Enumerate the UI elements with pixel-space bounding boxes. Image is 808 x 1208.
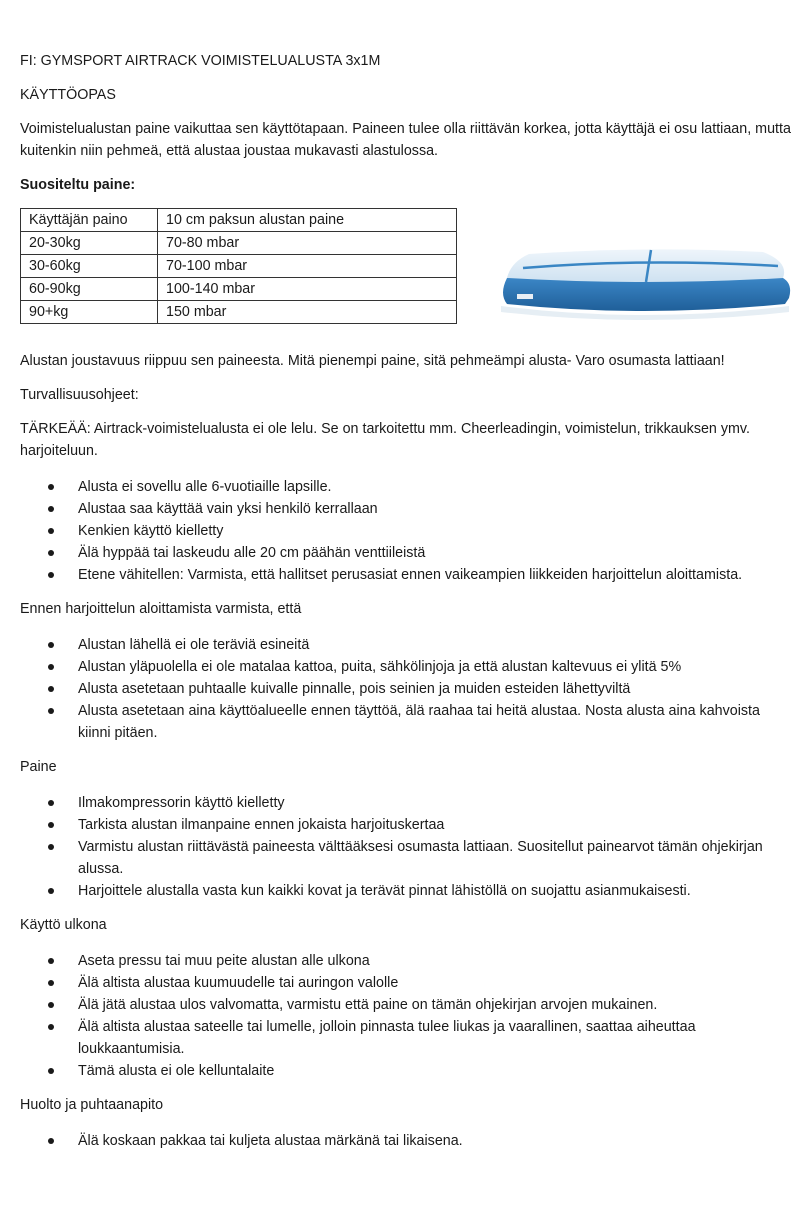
bullet-icon [48, 484, 54, 490]
list-item-text: Alusta asetetaan aina käyttöalueelle ennen täyttöä, älä raahaa tai heitä alustaa. Nosta alusta aina kahvoista kiinni pitäen. [78, 703, 760, 741]
table-header-row [21, 209, 457, 232]
list-item [20, 994, 792, 1016]
table-cell: 150 mbar [158, 301, 457, 324]
bullet-icon [48, 550, 54, 556]
list-item [20, 814, 792, 836]
table-cell: 20-30kg [21, 232, 158, 255]
bullet-icon [48, 980, 54, 986]
table-cell: 100-140 mbar [158, 278, 457, 301]
table-cell: 90+kg [21, 301, 158, 324]
document-title: FI: GYMSPORT AIRTRACK VOIMISTELUALUSTA 3x1M [20, 53, 381, 69]
list-item-text: Älä koskaan pakkaa tai kuljeta alustaa märkänä tai likaisena. [78, 1133, 463, 1149]
list-item [20, 836, 792, 880]
list-item-text: Alustan yläpuolella ei ole matalaa kattoa, puita, sähkölinjoja ja että alustan kaltevuus ei ylitä 5% [78, 659, 682, 675]
list-item [20, 476, 792, 498]
before-training-heading: Ennen harjoittelun aloittamista varmista, että [20, 601, 302, 617]
list-item-text: Varmistu alustan riittävästä paineesta välttääksesi osumasta lattiaan. Suositellut painearvot tämän ohjekirjan alussa. [78, 839, 763, 877]
list-item [20, 498, 792, 520]
bullet-icon [48, 844, 54, 850]
table-cell: 60-90kg [21, 278, 158, 301]
intro-paragraph: Voimistelualustan paine vaikuttaa sen käyttötapaan. Paineen tulee olla riittävän korkea, jotta käyttäjä ei osu lattiaan, mutta kuitenkin niin pehmeä, että alustaa joustaa mukavasti alastulossa. [20, 121, 791, 159]
list-item-text: Älä jätä alustaa ulos valvomatta, varmistu että paine on tämän ohjekirjan arvojen mukainen. [78, 997, 658, 1013]
outdoor-list [20, 950, 792, 1082]
mat-side [503, 278, 790, 311]
list-item [20, 1016, 792, 1060]
list-item-text: Ilmakompressorin käyttö kielletty [78, 795, 285, 811]
elasticity-paragraph: Alustan joustavuus riippuu sen paineesta. Mitä pienempi paine, sitä pehmeämpi alusta- Varo osumasta lattiaan! [20, 353, 725, 369]
list-item-text: Älä hyppää tai laskeudu alle 20 cm päähän venttiileistä [78, 545, 426, 561]
outdoor-heading: Käyttö ulkona [20, 917, 107, 933]
list-item-text: Aseta pressu tai muu peite alustan alle ulkona [78, 953, 370, 969]
pressure-section [20, 208, 792, 324]
list-item-text: Harjoittele alustalla vasta kun kaikki kovat ja terävät pinnat lähistöllä on suojattu asianmukaisesti. [78, 883, 691, 899]
pressure-list [20, 792, 792, 902]
table-cell: 70-100 mbar [158, 255, 457, 278]
list-item [20, 656, 792, 678]
list-item [20, 792, 792, 814]
list-item-text: Alusta ei sovellu alle 6-vuotiaille lapsille. [78, 479, 332, 495]
maintenance-list [20, 1130, 792, 1152]
table-row [21, 255, 457, 278]
list-item [20, 542, 792, 564]
list-item-text: Etene vähitellen: Varmista, että hallitset perusasiat ennen vaikeampien liikkeiden harjoittelun aloittamista. [78, 567, 743, 583]
list-item [20, 1060, 792, 1082]
list-item [20, 700, 792, 744]
bullet-icon [48, 1024, 54, 1030]
list-item [20, 634, 792, 656]
document-subtitle: KÄYTTÖOPAS [20, 87, 116, 103]
bullet-icon [48, 506, 54, 512]
mat-logo [517, 294, 533, 299]
important-paragraph: TÄRKEÄÄ: Airtrack-voimistelualusta ei ole lelu. Se on tarkoitettu mm. Cheerleadingin, voimistelun, trikkauksen ymv. harjoiteluun. [20, 421, 750, 459]
pressure-heading: Paine [20, 759, 57, 775]
list-item-text: Tämä alusta ei ole kelluntalaite [78, 1063, 275, 1079]
safety-list [20, 476, 792, 586]
list-item-text: Tarkista alustan ilmanpaine ennen jokaista harjoituskertaa [78, 817, 445, 833]
bullet-icon [48, 572, 54, 578]
bullet-icon [48, 686, 54, 692]
airtrack-mat-image [493, 228, 793, 323]
list-item [20, 950, 792, 972]
table-cell: 70-80 mbar [158, 232, 457, 255]
bullet-icon [48, 708, 54, 714]
list-item-text: Kenkien käyttö kielletty [78, 523, 224, 539]
bullet-icon [48, 1068, 54, 1074]
table-row [21, 278, 457, 301]
bullet-icon [48, 888, 54, 894]
maintenance-heading: Huolto ja puhtaanapito [20, 1097, 164, 1113]
bullet-icon [48, 822, 54, 828]
document-page [20, 50, 792, 1152]
list-item-text: Alustaa saa käyttää vain yksi henkilö kerrallaan [78, 501, 378, 517]
list-item [20, 972, 792, 994]
bullet-icon [48, 1138, 54, 1144]
table-row [21, 301, 457, 324]
bullet-icon [48, 958, 54, 964]
bullet-icon [48, 664, 54, 670]
list-item-text: Älä altista alustaa kuumuudelle tai auringon valolle [78, 975, 399, 991]
table-row [21, 232, 457, 255]
before-training-list [20, 634, 792, 744]
bullet-icon [48, 800, 54, 806]
table-cell: 30-60kg [21, 255, 158, 278]
bullet-icon [48, 642, 54, 648]
list-item [20, 564, 792, 586]
list-item [20, 520, 792, 542]
bullet-icon [48, 1002, 54, 1008]
table-header-cell: 10 cm paksun alustan paine [158, 209, 457, 232]
list-item-text: Alusta asetetaan puhtaalle kuivalle pinnalle, pois seinien ja muiden esteiden lähettyviltä [78, 681, 631, 697]
recommended-pressure-heading: Suositeltu paine: [20, 177, 136, 193]
safety-heading: Turvallisuusohjeet: [20, 387, 139, 403]
list-item-text: Älä altista alustaa sateelle tai lumelle, jolloin pinnasta tulee liukas ja vaarallinen, saattaa aiheuttaa loukkaantumisia. [78, 1019, 696, 1057]
list-item [20, 880, 792, 902]
list-item [20, 1130, 792, 1152]
table-header-cell: Käyttäjän paino [21, 209, 158, 232]
list-item [20, 678, 792, 700]
bullet-icon [48, 528, 54, 534]
list-item-text: Alustan lähellä ei ole teräviä esineitä [78, 637, 310, 653]
pressure-table [20, 208, 457, 324]
